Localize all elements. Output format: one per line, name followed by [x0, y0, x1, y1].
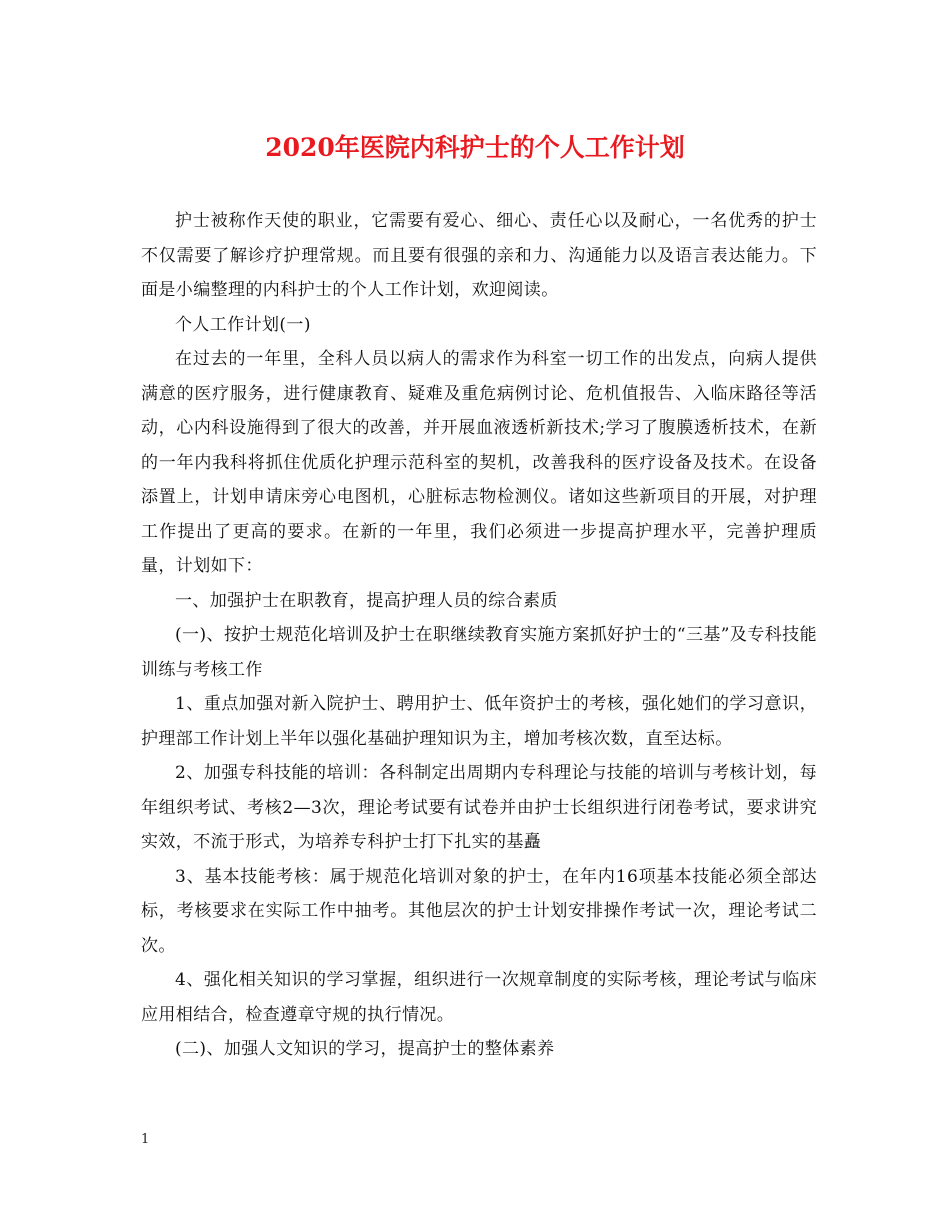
section-heading-plan-one: 个人工作计划(一)	[175, 314, 311, 335]
section-heading-education: 一、加强护士在职教育，提高护理人员的综合素质	[175, 590, 558, 611]
subsection-heading-humanities: (二)、加强人文知识的学习，提高护士的整体素养	[175, 1039, 555, 1059]
page-number: 1	[141, 1132, 150, 1147]
list-item-3: 3、基本技能考核：属于规范化培训对象的护士，在年内16项基本技能必须全部达标，考核要求在实际工作中抽考。其他层次的护士计划安排操作考试一次，理论考试二次。	[141, 866, 817, 956]
intro-paragraph: 护士被称作天使的职业，它需要有爱心、细心、责任心以及耐心，一名优秀的护士不仅需要了解诊疗护理常规。而且要有很强的亲和力、沟通能力以及语言表达能力。下面是小编整理的内科护士的个人工作计划，欢迎阅读。	[141, 211, 817, 300]
list-item-2: 2、加强专科技能的培训：各科制定出周期内专科理论与技能的培训与考核计划，每年组织考试、考核2—3次，理论考试要有试卷并由护士长组织进行闭卷考试，要求讲究实效，不流于形式，为培养专科护士打下扎实的基矗	[141, 763, 817, 852]
subsection-heading-training: (一)、按护士规范化培训及护士在职继续教育实施方案抓好护士的“三基”及专科技能训练与考核工作	[141, 625, 817, 680]
document-body	[141, 204, 817, 1067]
body-paragraph: 在过去的一年里，全科人员以病人的需求作为科室一切工作的出发点，向病人提供满意的医疗服务，进行健康教育、疑难及重危病例讨论、危机值报告、入临床路径等活动，心内科设施得到了很大的改善，并开展血液透析新技术;学习了腹膜透析技术，在新的一年内我科将抓住优质化护理示范科室的契机，改善我科的医疗设备及技术。在设备添置上，计划申请床旁心电图机，心脏标志物检测仪。诸如这些新项目的开展，对护理工作提出了更高的要求。在新的一年里，我们必须进一步提高护理水平，完善护理质量，计划如下：	[141, 349, 817, 576]
list-item-4: 4、强化相关知识的学习掌握，组织进行一次规章制度的实际考核，理论考试与临床应用相结合，检查遵章守规的执行情况。	[141, 970, 817, 1025]
list-item-1: 1、重点加强对新入院护士、聘用护士、低年资护士的考核，强化她们的学习意识，护理部工作计划上半年以强化基础护理知识为主，增加考核次数，直至达标。	[141, 694, 817, 749]
document-title: 2020年医院内科护士的个人工作计划	[265, 133, 685, 162]
